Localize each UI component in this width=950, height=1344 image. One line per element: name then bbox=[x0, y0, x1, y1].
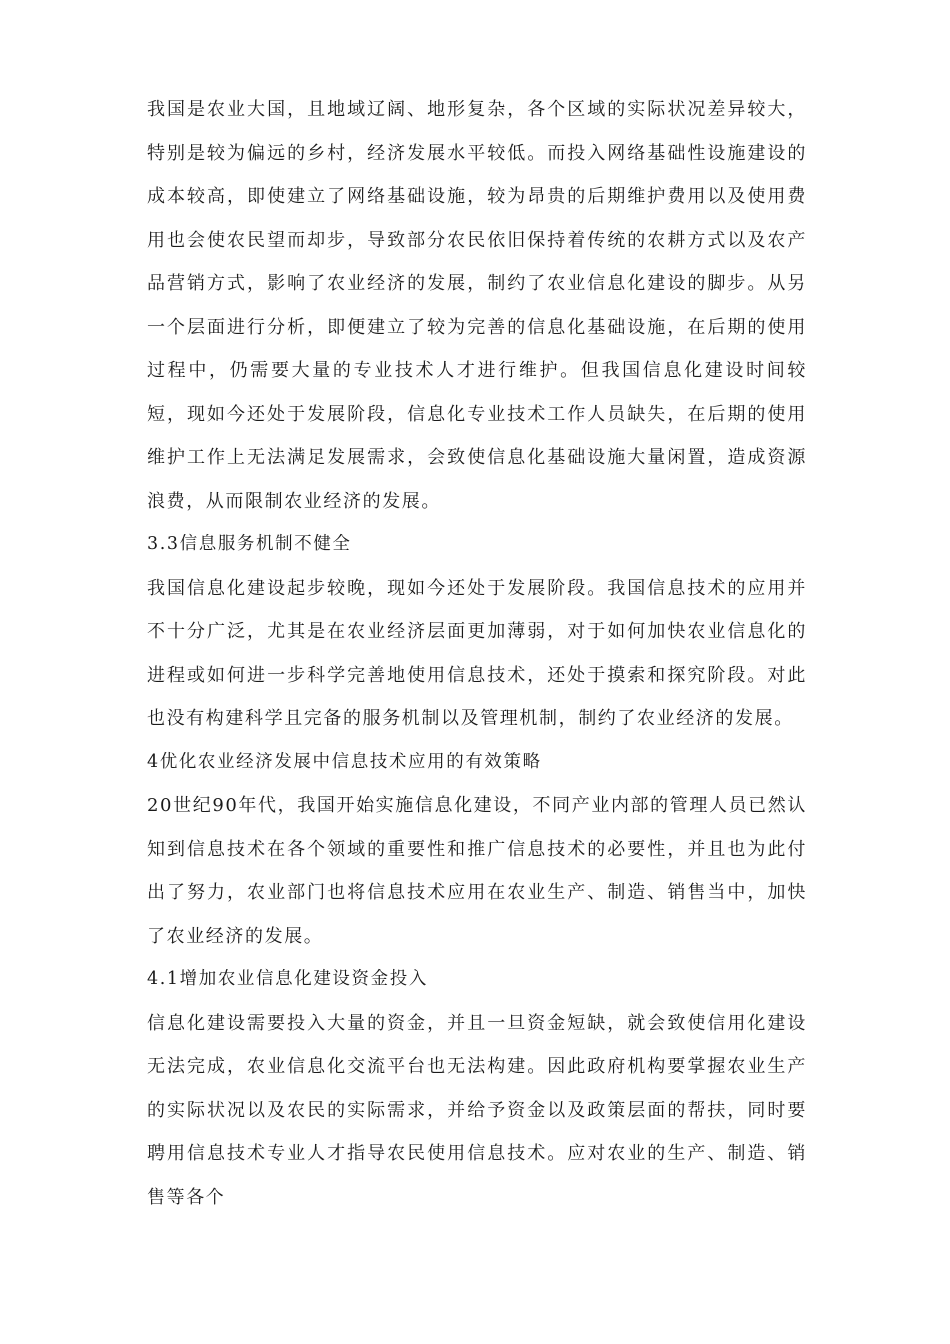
document-body bbox=[147, 88, 807, 1219]
section-heading-4: 4优化农业经济发展中信息技术应用的有效策略 bbox=[147, 751, 542, 772]
section-heading-3-3: 3.3信息服务机制不健全 bbox=[147, 534, 352, 554]
section-heading-4-1: 4.1增加农业信息化建设资金投入 bbox=[147, 969, 428, 989]
paragraph-1990s-informatization: 20世纪90年代，我国开始实施信息化建设，不同产业内部的管理人员已然认知到信息技术在各个领域的重要性和推广信息技术的必要性，并且也为此付出了努力，农业部门也将信息技术应用在农业生产、制造、销售当中，加快了农业经济的发展。 bbox=[147, 795, 807, 947]
paragraph-funding-investment: 信息化建设需要投入大量的资金，并且一旦资金短缺，就会致使信用化建设无法完成，农业信息化交流平台也无法构建。因此政府机构要掌握农业生产的实际状况以及农民的实际需求，并给予资金以及政策层面的帮扶，同时要聘用信息技术专业人才指导农民使用信息技术。应对农业的生产、制造、销售等各个 bbox=[147, 1012, 807, 1208]
paragraph-infrastructure-cost: 我国是农业大国，且地域辽阔、地形复杂，各个区域的实际状况差异较大，特别是较为偏远的乡村，经济发展水平较低。而投入网络基础性设施建设的成本较高，即使建立了网络基础设施，较为昂贵的后期维护费用以及使用费用也会使农民望而却步，导致部分农民依旧保持着传统的农耕方式以及农产品营销方式，影响了农业经济的发展，制约了农业信息化建设的脚步。从另一个层面进行分析，即便建立了较为完善的信息化基础设施，在后期的使用过程中，仍需要大量的专业技术人才进行维护。但我国信息化建设时间较短，现如今还处于发展阶段，信息化专业技术工作人员缺失，在后期的使用维护工作上无法满足发展需求，会致使信息化基础设施大量闲置，造成资源浪费，从而限制农业经济的发展。 bbox=[147, 99, 807, 512]
paragraph-service-mechanism: 我国信息化建设起步较晚，现如今还处于发展阶段。我国信息技术的应用并不十分广泛，尤其是在农业经济层面更加薄弱，对于如何加快农业信息化的进程或如何进一步科学完善地使用信息技术，还处于摸索和探究阶段。对此也没有构建科学且完备的服务机制以及管理机制，制约了农业经济的发展。 bbox=[147, 577, 807, 729]
